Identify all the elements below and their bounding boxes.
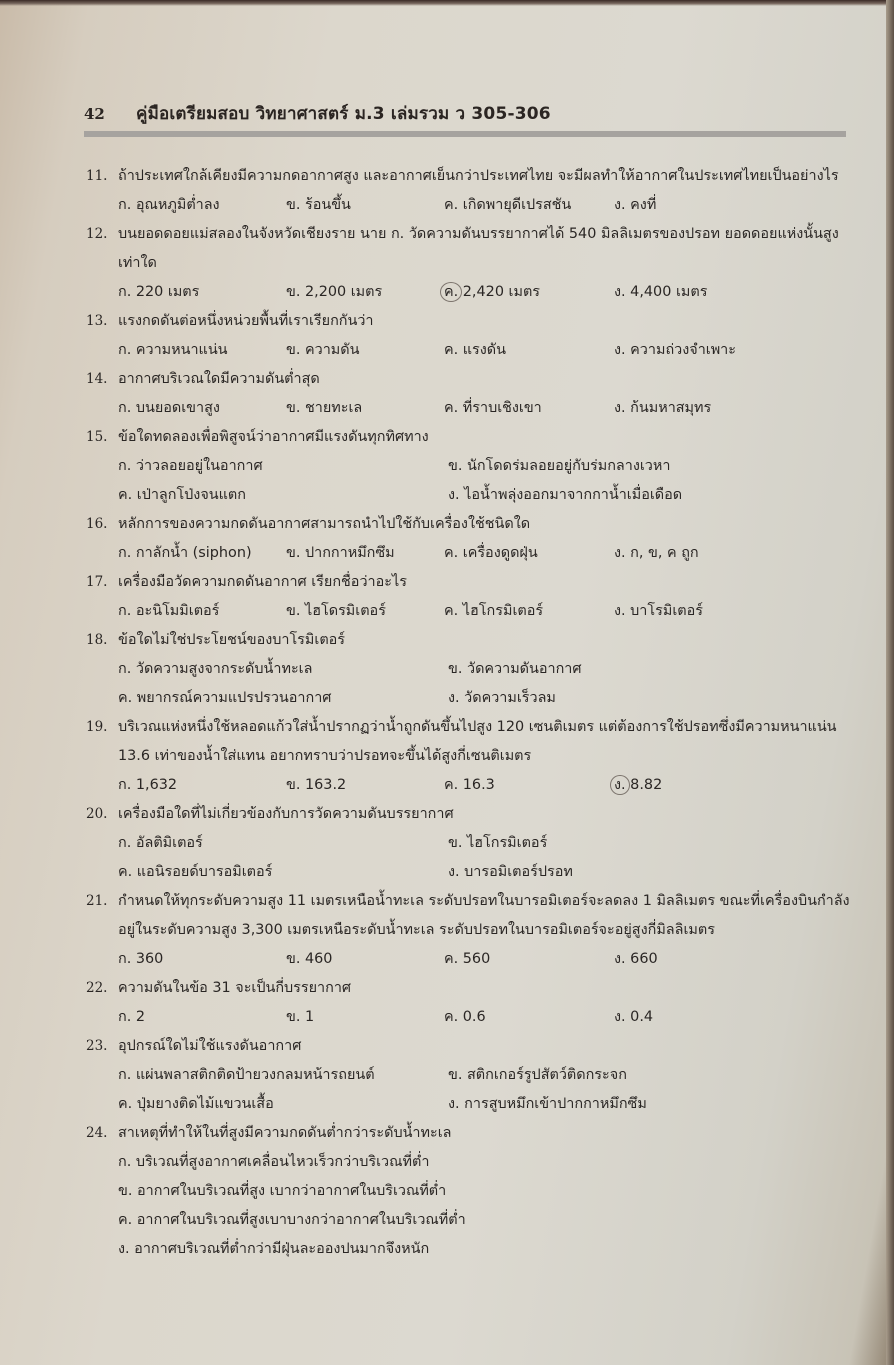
question-number: 21. [86, 893, 108, 909]
question-number: 14. [86, 371, 108, 387]
answer-choice: ง. 4,400 เมตร [614, 284, 708, 300]
answer-choice: ก. 220 เมตร [118, 284, 200, 300]
answer-choice: ก. 2 [118, 1009, 146, 1025]
book-title: คู่มือเตรียมสอบ วิทยาศาสตร์ ม.3 เล่มรวม ว 305-306 [136, 104, 551, 124]
answer-choice: ค. อากาศในบริเวณที่สูงเบาบางกว่าอากาศในบริเวณที่ต่ำ [118, 1212, 466, 1228]
answer-choice: ข. 163.2 [286, 777, 347, 793]
answer-choice: ค. ที่ราบเชิงเขา [444, 400, 542, 416]
question-stem [86, 365, 856, 394]
question-15 [86, 423, 856, 510]
question-12 [86, 220, 856, 307]
answer-choice: ง. 8.82 [614, 771, 856, 800]
answer-choice: ค. 0.6 [444, 1009, 486, 1025]
answer-choices [118, 278, 856, 307]
question-stem [86, 220, 856, 278]
question-11 [86, 162, 856, 220]
question-21 [86, 887, 856, 974]
question-stem [86, 423, 856, 452]
page-top-edge [0, 0, 894, 6]
answer-choice: ค. พยากรณ์ความแปรปรวนอากาศ [118, 690, 332, 706]
question-number: 20. [86, 806, 108, 822]
answer-choice: ข. นักโดดร่มลอยอยู่กับร่มกลางเวหา [448, 458, 671, 474]
answer-choice: ก. อุณหภูมิต่ำลง [118, 197, 220, 213]
answer-choice: ง. การสูบหมึกเข้าปากกาหมึกซึม [448, 1096, 647, 1112]
answer-choice: ก. 1,632 [118, 777, 178, 793]
answer-choice: ค. แรงดัน [444, 342, 506, 358]
answer-choice: ข. อากาศในบริเวณที่สูง เบากว่าอากาศในบริเวณที่ต่ำ [118, 1183, 447, 1199]
question-text: อุปกรณ์ใดไม่ใช้แรงดันอากาศ [118, 1038, 302, 1054]
answer-choices [118, 597, 856, 626]
question-number: 13. [86, 313, 108, 329]
answer-choice: ค. 16.3 [444, 777, 495, 793]
question-20 [86, 800, 856, 887]
question-number: 12. [86, 226, 108, 242]
answer-choice: ข. ชายทะเล [286, 400, 363, 416]
answer-choice: ค. 2,420 เมตร [444, 278, 614, 307]
answer-choice: ง. ไอน้ำพลุ่งออกมาจากกาน้ำเมื่อเดือด [448, 487, 683, 503]
answer-choice: ง. 660 [614, 951, 658, 967]
answer-choice: ก. อะนิโมมิเตอร์ [118, 603, 220, 619]
answer-choice: ข. วัดความดันอากาศ [448, 661, 582, 677]
answer-choices [118, 539, 856, 568]
answer-choice: ก. ว่าวลอยอยู่ในอากาศ [118, 458, 263, 474]
answer-choices [118, 1003, 856, 1032]
answer-choice: ข. ร้อนขึ้น [286, 197, 351, 213]
answer-choice: ค. ไฮโกรมิเตอร์ [444, 603, 544, 619]
answer-choice: ข. ความดัน [286, 342, 360, 358]
page-number: 42 [84, 105, 105, 123]
pencil-circle-mark: ง. [610, 775, 630, 795]
question-stem [86, 800, 856, 829]
question-stem [86, 1119, 856, 1148]
answer-choices [118, 1148, 856, 1264]
question-stem [86, 887, 856, 945]
question-stem [86, 162, 856, 191]
answer-choice: ก. แผ่นพลาสติกติดป้ายวงกลมหน้ารถยนต์ [118, 1067, 375, 1083]
answer-choice: ข. 1 [286, 1009, 315, 1025]
question-22 [86, 974, 856, 1032]
question-13 [86, 307, 856, 365]
book-spine-edge [886, 0, 894, 1365]
answer-choice: ค. แอนิรอยด์บารอมิเตอร์ [118, 864, 273, 880]
answer-choices [118, 829, 856, 887]
question-18 [86, 626, 856, 713]
question-stem [86, 1032, 856, 1061]
answer-choice: ง. คงที่ [614, 197, 657, 213]
question-stem [86, 713, 856, 771]
question-text: อากาศบริเวณใดมีความดันต่ำสุด [118, 371, 320, 387]
answer-choice: ข. 2,200 เมตร [286, 284, 383, 300]
answer-choice: ก. ความหนาแน่น [118, 342, 228, 358]
question-number: 17. [86, 574, 108, 590]
question-number: 16. [86, 516, 108, 532]
page-header [84, 100, 864, 127]
answer-choices [118, 452, 856, 510]
answer-choice: ง. ก, ข, ค ถูก [614, 545, 699, 561]
answer-choice: ง. บารอมิเตอร์ปรอท [448, 864, 573, 880]
answer-choice: ค. ปุ่มยางติดไม้แขวนเสื้อ [118, 1096, 274, 1112]
question-14 [86, 365, 856, 423]
answer-choice: ก. กาลักน้ำ (siphon) [118, 545, 252, 561]
answer-choice: ก. วัดความสูงจากระดับน้ำทะเล [118, 661, 313, 677]
question-19 [86, 713, 856, 800]
question-24 [86, 1119, 856, 1264]
answer-choice: ข. ไฮโกรมิเตอร์ [448, 835, 548, 851]
question-23 [86, 1032, 856, 1119]
question-number: 11. [86, 168, 108, 184]
question-number: 24. [86, 1125, 108, 1141]
question-text: บริเวณแห่งหนึ่งใช้หลอดแก้วใส่น้ำปรากฏว่าน้ำถูกดันขึ้นไปสูง 120 เซนติเมตร แต่ต้องการใช้ปรอทซึ่งมีความหนาแน่น 13.6 เท่าของน้ำใส่แทน อยากทราบว่าปรอทจะขึ้นได้สูงกี่เซนติเมตร [118, 719, 837, 764]
answer-choice: ข. ปากกาหมึกซึม [286, 545, 395, 561]
question-list [86, 162, 856, 1264]
question-number: 18. [86, 632, 108, 648]
question-text: ข้อใดไม่ใช่ประโยชน์ของบาโรมิเตอร์ [118, 632, 346, 648]
answer-choice: ค. เกิดพายุดีเปรสชัน [444, 197, 572, 213]
question-text: เครื่องมือใดที่ไม่เกี่ยวข้องกับการวัดความดันบรรยากาศ [118, 806, 454, 822]
answer-choices [118, 655, 856, 713]
answer-choices [118, 945, 856, 974]
answer-choice: ข. ไฮโดรมิเตอร์ [286, 603, 386, 619]
answer-choice: ง. อากาศบริเวณที่ต่ำกว่ามีฝุ่นละอองปนมากจึงหนัก [118, 1241, 430, 1257]
answer-choice: ง. ก้นมหาสมุทร [614, 400, 712, 416]
question-text: ความดันในข้อ 31 จะเป็นกี่บรรยากาศ [118, 980, 352, 996]
answer-choice: ง. 0.4 [614, 1009, 654, 1025]
answer-choice: ก. อัลติมิเตอร์ [118, 835, 203, 851]
question-stem [86, 626, 856, 655]
question-text: กำหนดให้ทุกระดับความสูง 11 เมตรเหนือน้ำทะเล ระดับปรอทในบารอมิเตอร์จะลดลง 1 มิลลิเมตร ขณะที่เครื่องบินกำลังอยู่ในระดับความสูง 3,300 เมตรเหนือระดับน้ำทะเล ระดับปรอทในบารอมิเตอร์จะอยู่สูงกี่มิลลิเมตร [118, 893, 850, 938]
answer-choice: ข. 460 [286, 951, 333, 967]
answer-choices [118, 1061, 856, 1119]
question-text: หลักการของความกดดันอากาศสามารถนำไปใช้กับเครื่องใช้ชนิดใด [118, 516, 531, 532]
question-stem [86, 974, 856, 1003]
question-number: 15. [86, 429, 108, 445]
question-number: 22. [86, 980, 108, 996]
answer-choices [118, 191, 856, 220]
answer-choices [118, 394, 856, 423]
question-text: ข้อใดทดลองเพื่อพิสูจน์ว่าอากาศมีแรงดันทุกทิศทาง [118, 429, 429, 445]
question-stem [86, 568, 856, 597]
question-number: 19. [86, 719, 108, 735]
answer-choice: ง. ความถ่วงจำเพาะ [614, 342, 736, 358]
question-text: ถ้าประเทศใกล้เคียงมีความกดอากาศสูง และอากาศเย็นกว่าประเทศไทย จะมีผลทำให้อากาศในประเทศไทยเป็นอย่างไร [118, 168, 839, 184]
answer-choices [118, 771, 856, 800]
header-divider [84, 131, 846, 137]
answer-choice: ง. วัดความเร็วลม [448, 690, 556, 706]
answer-choice: ง. บาโรมิเตอร์ [614, 603, 703, 619]
answer-choice: ข. สติกเกอร์รูปสัตว์ติดกระจก [448, 1067, 627, 1083]
answer-choice: ค. เป่าลูกโป่งจนแตก [118, 487, 246, 503]
question-17 [86, 568, 856, 626]
question-stem [86, 510, 856, 539]
question-text: บนยอดดอยแม่สลองในจังหวัดเชียงราย นาย ก. วัดความดันบรรยากาศได้ 540 มิลลิเมตรของปรอท ยอดดอยแห่งนั้นสูงเท่าใด [118, 226, 839, 271]
answer-choice: ค. เครื่องดูดฝุ่น [444, 545, 538, 561]
answer-choice: ก. บริเวณที่สูงอากาศเคลื่อนไหวเร็วกว่าบริเวณที่ต่ำ [118, 1154, 430, 1170]
answer-choice: ค. 560 [444, 951, 491, 967]
question-text: เครื่องมือวัดความกดดันอากาศ เรียกชื่อว่าอะไร [118, 574, 407, 590]
answer-choice: ก. บนยอดเขาสูง [118, 400, 220, 416]
pencil-circle-mark: ค. [440, 282, 462, 302]
answer-choice: ก. 360 [118, 951, 164, 967]
answer-choices [118, 336, 856, 365]
question-text: แรงกดดันต่อหนึ่งหน่วยพื้นที่เราเรียกกันว่า [118, 313, 374, 329]
question-text: สาเหตุที่ทำให้ในที่สูงมีความกดดันต่ำกว่าระดับน้ำทะเล [118, 1125, 452, 1141]
question-number: 23. [86, 1038, 108, 1054]
question-stem [86, 307, 856, 336]
question-16 [86, 510, 856, 568]
